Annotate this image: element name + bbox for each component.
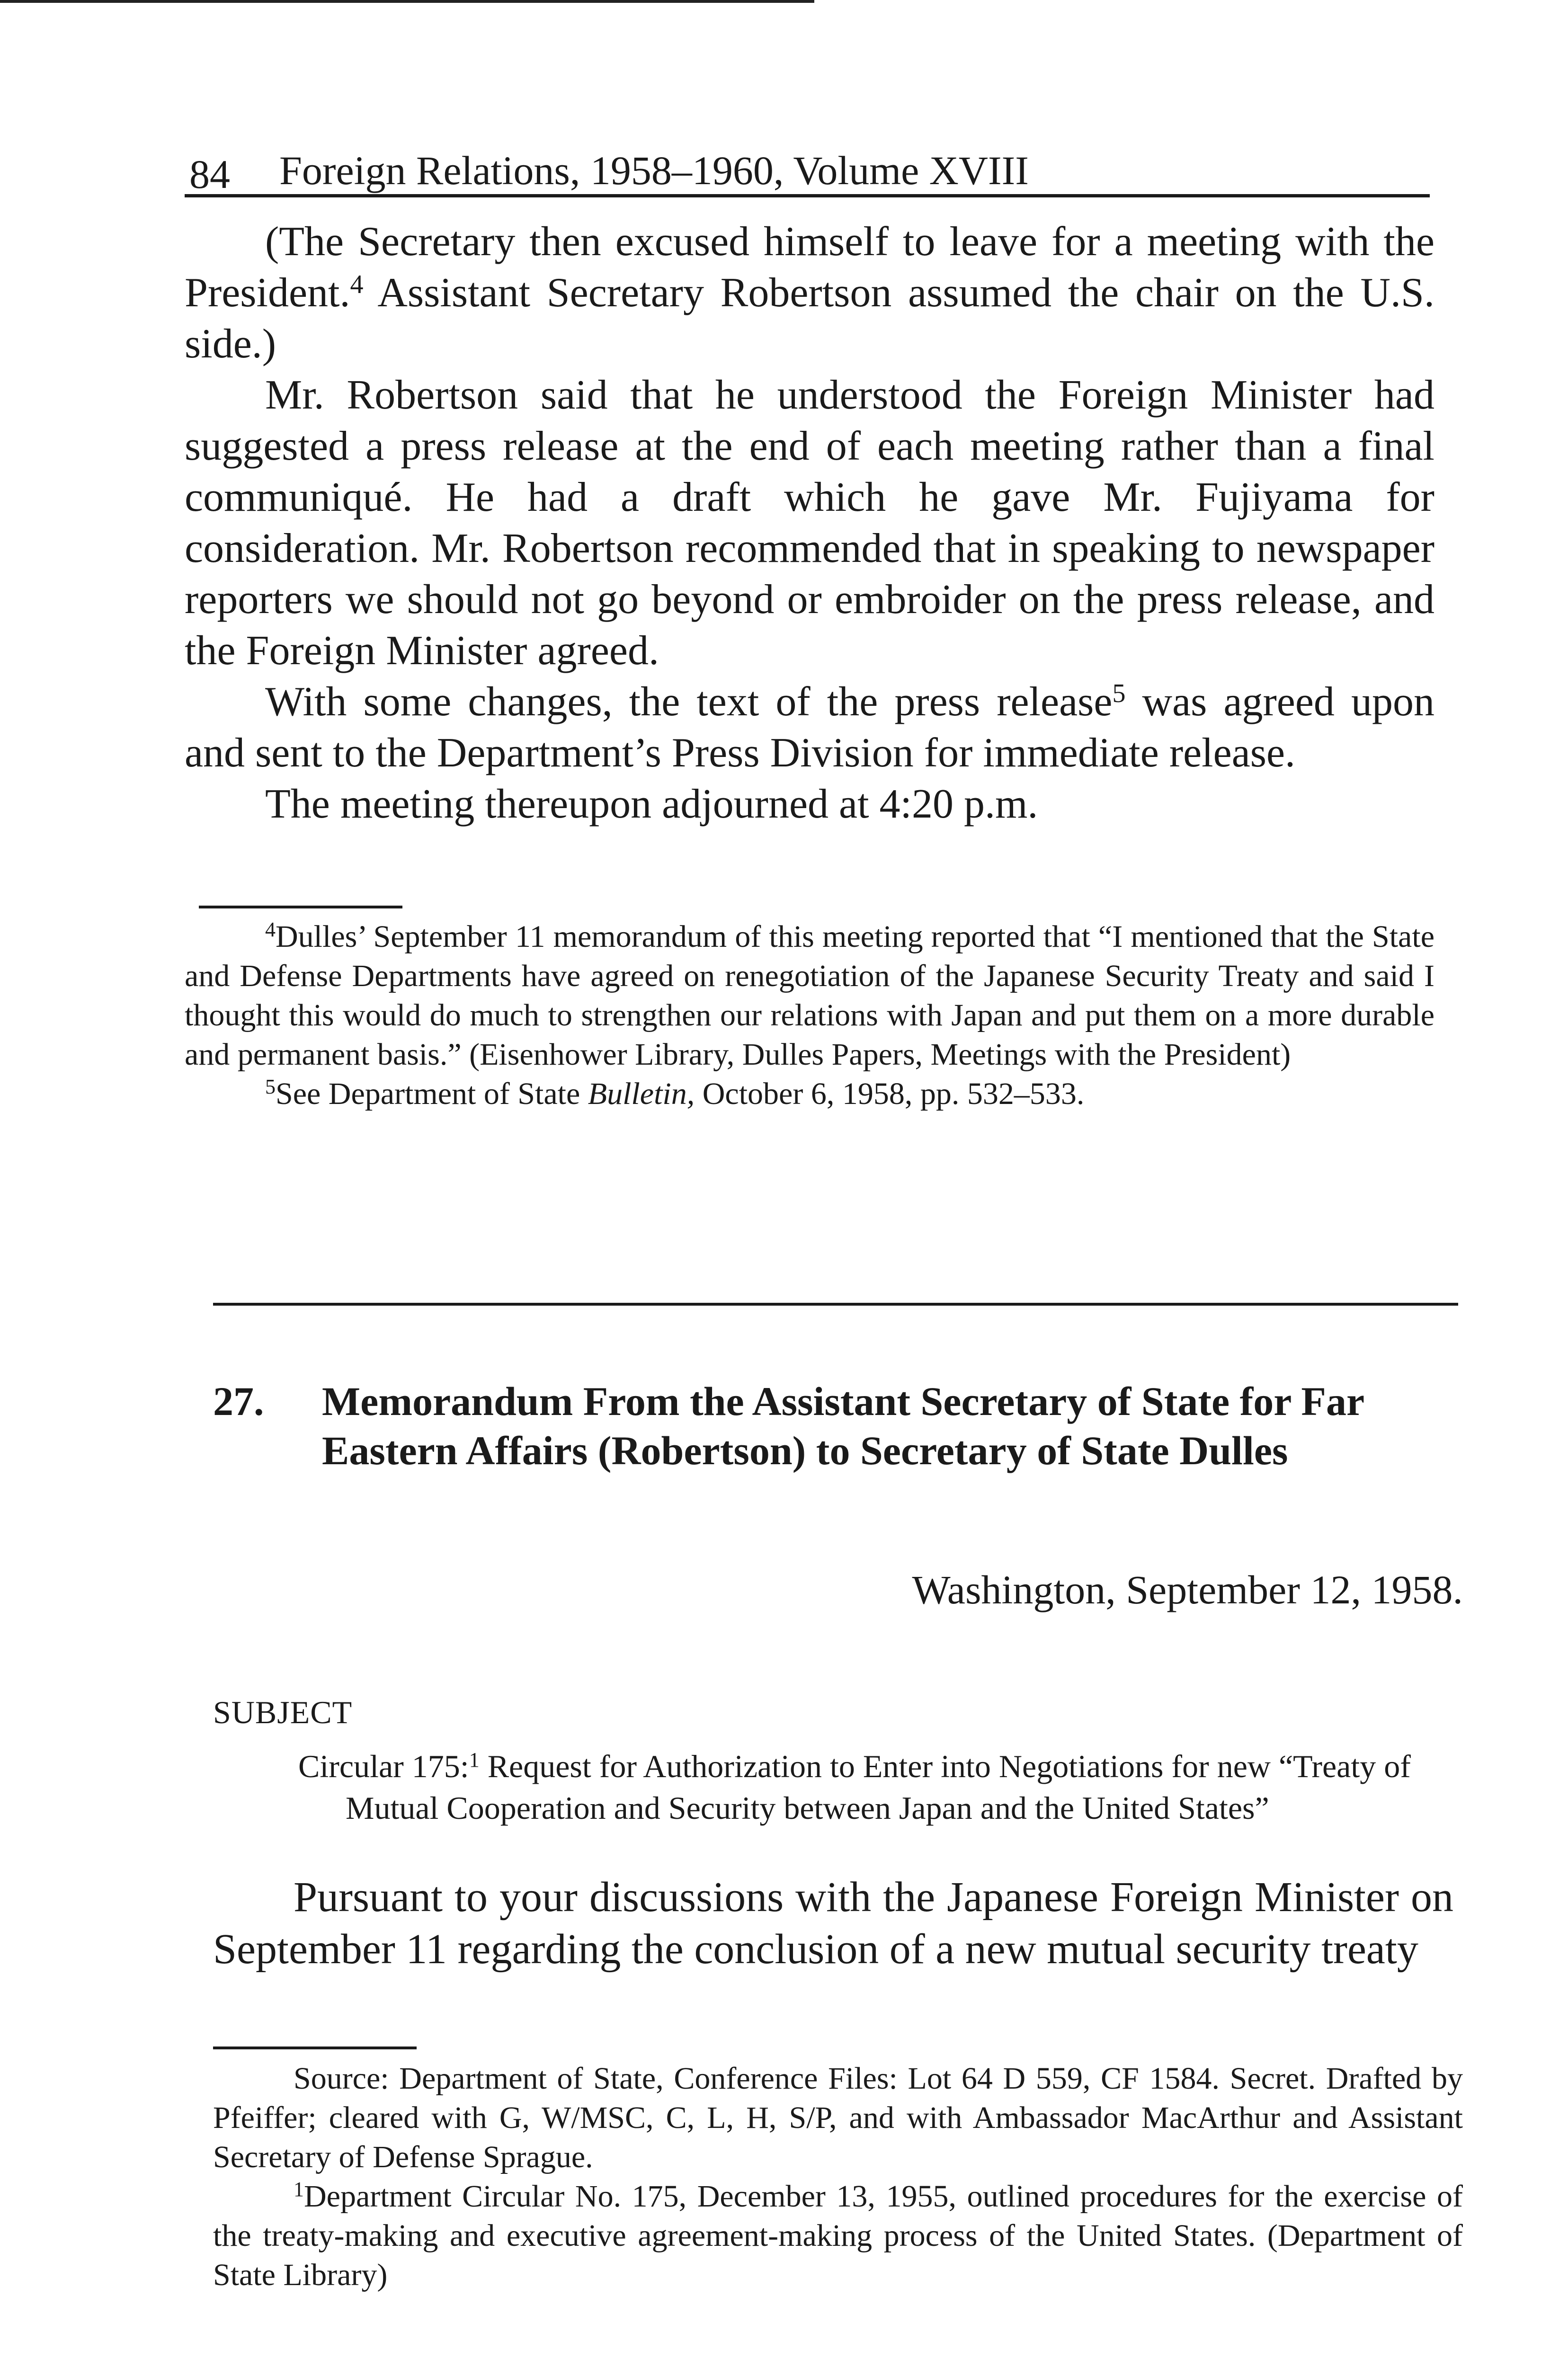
footnote-mark: 4 (265, 918, 276, 941)
footnote (185, 1074, 1434, 1113)
document-heading (185, 1377, 1434, 1476)
paragraph-text: Mr. Robertson said that he understood the Foreign Minister had suggested a press release at the end of each meeting rather than a final communiqué. He had a draft which he gave Mr. Fujiyama for consideration. Mr. Robertson recommended that in speaking to newspaper reporters we should not go beyond or embroider on the press release, and the Foreign Minister agreed. (185, 372, 1434, 674)
subject-label: SUBJECT (213, 1694, 353, 1730)
paragraph-text: was agreed upon and sent to the Department’s Press Division for immediate release. (185, 679, 1434, 776)
continued-text (185, 216, 1434, 830)
document-number: 27. (213, 1379, 264, 1424)
footnote-text: Dulles’ September 11 memorandum of this meeting reported that “I mentioned that the State and Defense Departments have agreed on renegotiation of the Japanese Security Treaty and said I thought this would do much to strengthen our relations with Japan and put them on a more durable and permanent basis.” (Eisenhower Library, Dulles Papers, Meetings with the President) (185, 919, 1434, 1072)
paragraph-text: The meeting thereupon adjourned at 4:20 p.m. (265, 781, 1038, 827)
document-body (213, 1871, 1453, 1975)
footnote-reference: 4 (350, 270, 364, 299)
dateline: Washington, September 12, 1958. (912, 1567, 1463, 1612)
footnote-mark: 5 (265, 1075, 276, 1098)
paragraph (185, 370, 1434, 676)
source-note (213, 2059, 1463, 2177)
paragraph: Pursuant to your discussions with the Japanese Foreign Minister on September 11 regarding the conclusion of a new mutual security treaty (213, 1874, 1453, 1973)
publication-title: Bulletin, (588, 1077, 695, 1111)
subject-prefix: Circular 175: (298, 1748, 469, 1784)
paragraph-text: With some changes, the text of the press release (265, 679, 1113, 725)
running-head-title: Foreign Relations, 1958–1960, Volume XVIII (279, 148, 1029, 193)
book-page (185, 142, 1463, 2295)
footnote-text: October 6, 1958, pp. 532–533. (695, 1077, 1085, 1111)
footnote-text: Department Circular No. 175, December 13, 1955, outlined procedures for the exercise of the treaty-making and executive agreement-making process of the United States. (Department of State Library) (213, 2179, 1463, 2292)
paragraph-text: Assistant Secretary Robertson assumed the chair on the U.S. side.) (185, 270, 1434, 367)
footnotes (185, 917, 1434, 1113)
paragraph (185, 216, 1434, 370)
document-title: Memorandum From the Assistant Secretary of State for Far Eastern Affairs (Robertson) to Secretary of State Dulles (322, 1379, 1364, 1473)
footnote-rule (213, 2047, 417, 2049)
document-footnotes (213, 2059, 1463, 2295)
subject-text (298, 1745, 1491, 1829)
paragraph (185, 779, 1434, 830)
footnote (213, 2177, 1463, 2295)
footnote-reference: 1 (469, 1748, 480, 1771)
running-head (185, 142, 1430, 197)
footnote-rule (199, 906, 402, 908)
footnote (185, 917, 1434, 1074)
footnote-text: See Department of State (276, 1077, 588, 1111)
paragraph (185, 676, 1434, 779)
footnote-mark: 1 (294, 2178, 304, 2201)
paragraph-text: (The Secretary then excused himself to leave for a meeting with the President. (185, 219, 1434, 316)
subject-body: Request for Authorization to Enter into Negotiations for new “Treaty of Mutual Cooperation and Security between Japan and the United States” (346, 1748, 1411, 1826)
page-number: 84 (189, 151, 230, 197)
section-divider (213, 1303, 1458, 1306)
footnote-reference: 5 (1112, 679, 1126, 708)
scan-edge (0, 0, 814, 3)
footnote-text: Source: Department of State, Conference Files: Lot 64 D 559, CF 1584. Secret. Drafted by Pfeiffer; cleared with G, W/MSC, C, L, H, S/P, and with Ambassador MacArthur and Assistant Secretary of Defense Sprague. (213, 2061, 1463, 2174)
